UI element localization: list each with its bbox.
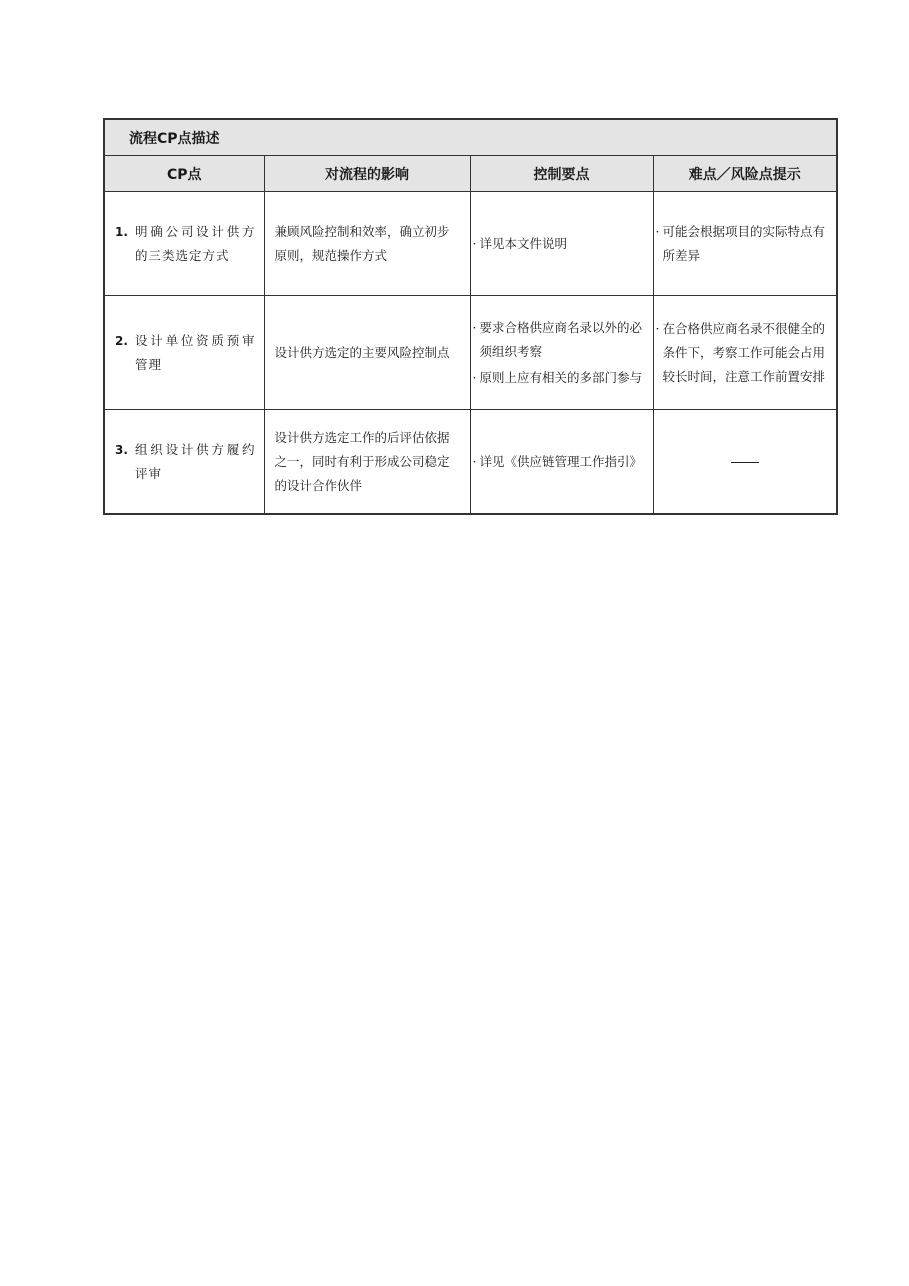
table-row bbox=[104, 410, 837, 515]
risk-cell bbox=[653, 192, 837, 296]
risk-cell bbox=[653, 296, 837, 410]
bullet-dot-icon: · bbox=[472, 453, 477, 469]
cp-number: 2. bbox=[115, 333, 128, 348]
impact-cell bbox=[264, 296, 470, 410]
header-risk-hints: 难点／风险点提示 bbox=[653, 156, 837, 192]
impact-cell bbox=[264, 410, 470, 515]
control-cell bbox=[470, 192, 653, 296]
table-title: 流程CP点描述 bbox=[104, 119, 837, 156]
table-row bbox=[104, 296, 837, 410]
control-item bbox=[473, 232, 645, 256]
risk-item bbox=[656, 220, 829, 268]
risk-cell-empty bbox=[653, 410, 837, 515]
cp-cell bbox=[104, 410, 264, 515]
cp-text: 明确公司设计供方的三类选定方式 bbox=[135, 223, 256, 263]
impact-text: 设计供方选定的主要风险控制点 bbox=[274, 344, 450, 360]
control-text: 详见本文件说明 bbox=[479, 235, 568, 251]
cp-number: 3. bbox=[115, 442, 128, 457]
bullet-dot-icon: · bbox=[655, 223, 660, 239]
control-text: 详见《供应链管理工作指引》 bbox=[479, 453, 643, 469]
header-control-points: 控制要点 bbox=[470, 156, 653, 192]
cp-number: 1. bbox=[115, 224, 128, 239]
control-cell bbox=[470, 410, 653, 515]
bullet-dot-icon: · bbox=[472, 235, 477, 251]
impact-text: 设计供方选定工作的后评估依据之一，同时有利于形成公司稳定的设计合作伙伴 bbox=[274, 429, 450, 493]
risk-text: 在合格供应商名录不很健全的条件下，考察工作可能会占用较长时间，注意工作前置安排 bbox=[662, 320, 826, 384]
impact-text: 兼顾风险控制和效率，确立初步原则，规范操作方式 bbox=[274, 223, 450, 263]
control-text: 要求合格供应商名录以外的必须组织考察 bbox=[479, 319, 643, 359]
cp-cell bbox=[104, 192, 264, 296]
cp-cell bbox=[104, 296, 264, 410]
bullet-dot-icon: · bbox=[472, 319, 477, 335]
table-header-row bbox=[104, 156, 837, 192]
control-text: 原则上应有相关的多部门参与 bbox=[479, 369, 643, 385]
table-row bbox=[104, 192, 837, 296]
header-impact: 对流程的影响 bbox=[264, 156, 470, 192]
risk-item bbox=[656, 317, 829, 389]
empty-dash-line bbox=[731, 462, 759, 463]
cp-description-table bbox=[103, 118, 838, 515]
bullet-dot-icon: · bbox=[655, 320, 660, 336]
control-item bbox=[473, 316, 645, 364]
table-title-row bbox=[104, 119, 837, 156]
control-item bbox=[473, 450, 645, 474]
cp-text: 设计单位资质预审管理 bbox=[135, 332, 256, 372]
impact-cell bbox=[264, 192, 470, 296]
control-cell bbox=[470, 296, 653, 410]
header-cp-point: CP点 bbox=[104, 156, 264, 192]
control-item bbox=[473, 366, 645, 390]
bullet-dot-icon: · bbox=[472, 369, 477, 385]
risk-text: 可能会根据项目的实际特点有所差异 bbox=[662, 223, 826, 263]
cp-text: 组织设计供方履约评审 bbox=[135, 441, 256, 481]
